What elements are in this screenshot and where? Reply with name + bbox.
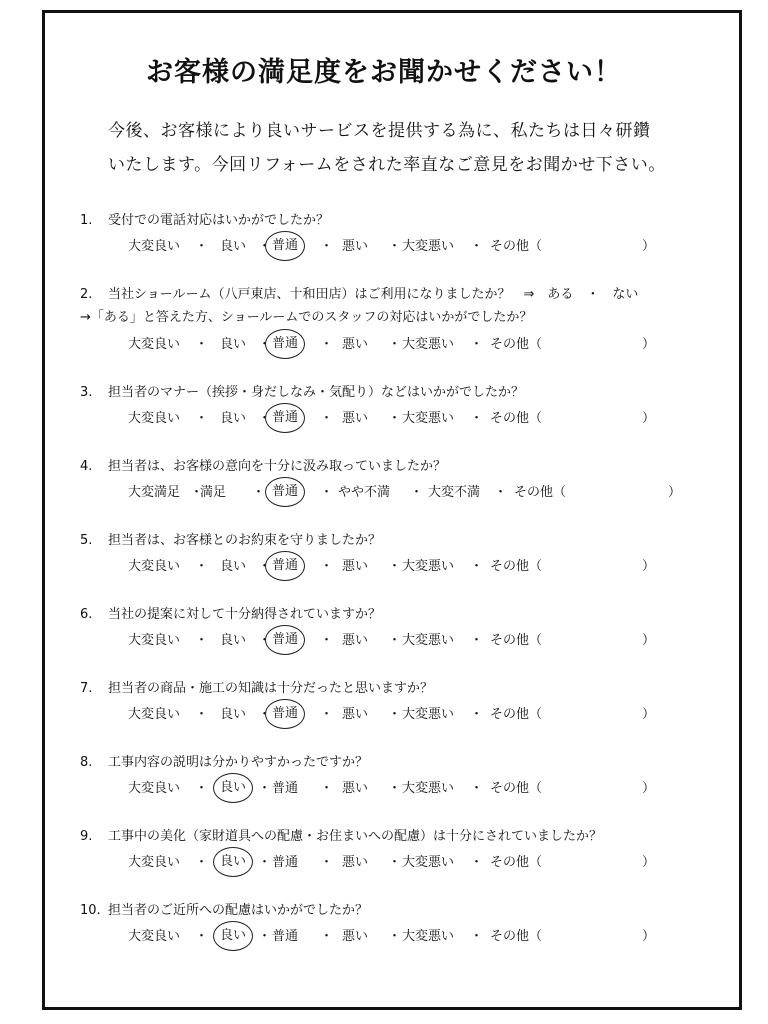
- option-separator: ・: [195, 559, 209, 574]
- answer-option[interactable]: その他（: [490, 337, 543, 352]
- answer-option[interactable]: 普通: [272, 929, 299, 944]
- answer-option[interactable]: その他（: [490, 559, 543, 574]
- answer-option-selected[interactable]: 普通: [265, 403, 305, 433]
- answer-option-selected[interactable]: 良い: [213, 773, 253, 803]
- other-close-paren: ）: [642, 781, 656, 796]
- answer-option-selected[interactable]: 良い: [213, 921, 253, 951]
- question-5: [80, 530, 720, 580]
- question-text: [80, 900, 720, 922]
- answer-option[interactable]: 良い: [220, 633, 247, 648]
- option-separator: ・: [388, 411, 402, 426]
- option-separator: ・: [258, 929, 272, 944]
- question-label: 担当者は、お客様の意向を十分に汲み取っていましたか？: [108, 459, 447, 474]
- question-number: 10.: [80, 903, 101, 918]
- answer-options: [80, 924, 720, 950]
- option-separator: ・: [195, 239, 209, 254]
- answer-option[interactable]: その他（: [490, 707, 543, 722]
- other-close-paren: ）: [642, 707, 656, 722]
- answer-option[interactable]: 悪い: [342, 633, 369, 648]
- answer-options: [80, 702, 720, 728]
- option-separator: ・: [388, 633, 402, 648]
- answer-option[interactable]: 大変悪い: [402, 855, 455, 870]
- question-text: [80, 210, 720, 232]
- answer-option[interactable]: その他（: [514, 485, 567, 500]
- answer-option[interactable]: 大変良い: [128, 781, 181, 796]
- other-close-paren: ）: [668, 485, 682, 500]
- answer-option[interactable]: 大変悪い: [402, 559, 455, 574]
- answer-option[interactable]: 大変良い: [128, 855, 181, 870]
- question-text: [80, 604, 720, 626]
- intro-text: [108, 114, 728, 182]
- answer-option[interactable]: 大変良い: [128, 337, 181, 352]
- option-separator: ・: [470, 559, 484, 574]
- question-number: 8.: [80, 755, 93, 770]
- answer-option[interactable]: 悪い: [342, 239, 369, 254]
- answer-option[interactable]: 良い: [220, 337, 247, 352]
- answer-option[interactable]: その他（: [490, 929, 543, 944]
- answer-option[interactable]: 大変良い: [128, 559, 181, 574]
- question-number: 9.: [80, 829, 93, 844]
- option-separator: ・: [195, 781, 209, 796]
- option-separator: ・: [320, 781, 334, 796]
- answer-option[interactable]: 大変悪い: [402, 707, 455, 722]
- answer-option-selected[interactable]: 良い: [213, 847, 253, 877]
- option-separator: ・: [388, 707, 402, 722]
- option-separator: ・: [258, 559, 272, 574]
- answer-option[interactable]: 大変悪い: [402, 411, 455, 426]
- option-separator: ・: [195, 411, 209, 426]
- other-close-paren: ）: [642, 855, 656, 870]
- question-number: 6.: [80, 607, 93, 622]
- answer-option[interactable]: 良い: [220, 239, 247, 254]
- question-label: 受付での電話対応はいかがでしたか？: [108, 213, 330, 228]
- option-separator: ・: [388, 929, 402, 944]
- question-10: [80, 900, 720, 950]
- answer-options: [80, 406, 720, 432]
- option-separator: ・: [388, 559, 402, 574]
- answer-option[interactable]: 悪い: [342, 855, 369, 870]
- option-separator: ・: [195, 633, 209, 648]
- answer-option[interactable]: その他（: [490, 781, 543, 796]
- answer-option[interactable]: 普通: [272, 781, 299, 796]
- answer-option-selected[interactable]: 普通: [265, 625, 305, 655]
- option-separator: ・: [410, 485, 424, 500]
- option-separator: ・: [258, 239, 272, 254]
- question-label: 担当者の商品・施工の知識は十分だったと思いますか？: [108, 681, 434, 696]
- answer-option[interactable]: 良い: [220, 411, 247, 426]
- question-label: 工事内容の説明は分かりやすかったですか？: [108, 755, 369, 770]
- answer-option[interactable]: 悪い: [342, 707, 369, 722]
- question-text: [80, 382, 720, 404]
- answer-options: [80, 776, 720, 802]
- option-separator: ・: [258, 337, 272, 352]
- answer-option[interactable]: 大変良い: [128, 239, 181, 254]
- option-separator: ・: [470, 633, 484, 648]
- answer-option[interactable]: 大変不満: [428, 485, 481, 500]
- answer-option[interactable]: 悪い: [342, 781, 369, 796]
- other-close-paren: ）: [642, 559, 656, 574]
- question-3: [80, 382, 720, 432]
- answer-option[interactable]: 普通: [272, 855, 299, 870]
- answer-option[interactable]: その他（: [490, 633, 543, 648]
- question-4: [80, 456, 720, 506]
- answer-option[interactable]: 大変満足: [128, 485, 181, 500]
- option-separator: ・: [388, 337, 402, 352]
- answer-option-selected[interactable]: 普通: [265, 699, 305, 729]
- answer-option[interactable]: 悪い: [342, 337, 369, 352]
- option-separator: ・: [258, 707, 272, 722]
- answer-option[interactable]: 悪い: [342, 559, 369, 574]
- question-label: 当社の提案に対して十分納得されていますか？: [108, 607, 382, 622]
- option-separator: ・: [470, 707, 484, 722]
- question-text: [80, 284, 720, 306]
- option-separator: ・: [320, 337, 334, 352]
- question-label: 担当者のご近所への配慮はいかがでしたか？: [108, 903, 369, 918]
- answer-option[interactable]: その他（: [490, 239, 543, 254]
- option-separator: ・: [258, 411, 272, 426]
- question-number: 7.: [80, 681, 93, 696]
- answer-options: [80, 628, 720, 654]
- answer-options: [80, 332, 720, 358]
- answer-option[interactable]: 大変悪い: [402, 633, 455, 648]
- other-close-paren: ）: [642, 929, 656, 944]
- answer-option[interactable]: 良い: [220, 559, 247, 574]
- answer-option-selected[interactable]: 普通: [265, 551, 305, 581]
- option-separator: ・: [388, 781, 402, 796]
- question-number: 2.: [80, 287, 93, 302]
- option-separator: ・: [320, 855, 334, 870]
- option-separator: ・: [320, 559, 334, 574]
- answer-option[interactable]: 大変悪い: [402, 929, 455, 944]
- intro-line: 今後、お客様により良いサービスを提供する為に、私たちは日々研鑽: [108, 121, 651, 141]
- answer-option-selected[interactable]: 普通: [265, 329, 305, 359]
- question-number: 4.: [80, 459, 93, 474]
- question-subtext: →「ある」と答えた方、ショールームでのスタッフの対応はいかがでしたか？: [80, 310, 533, 325]
- option-separator: ・: [258, 781, 272, 796]
- option-separator: ・: [258, 633, 272, 648]
- answer-option-selected[interactable]: 普通: [265, 231, 305, 261]
- answer-option[interactable]: 大変悪い: [402, 239, 455, 254]
- option-separator: ・: [320, 239, 334, 254]
- option-separator: ・: [195, 929, 209, 944]
- answer-option[interactable]: 大変悪い: [402, 781, 455, 796]
- option-separator: ・: [388, 239, 402, 254]
- intro-line: いたします。今回リフォームをされた率直なご意見をお聞かせ下さい。: [108, 155, 666, 175]
- question-7: [80, 678, 720, 728]
- option-separator: ・: [195, 337, 209, 352]
- option-separator: ・: [195, 707, 209, 722]
- option-separator: ・: [258, 855, 272, 870]
- question-label: 当社ショールーム（八戸東店、十和田店）はご利用になりましたか？ ⇒ ある ・ ない: [108, 287, 639, 302]
- answer-option[interactable]: 大変良い: [128, 411, 181, 426]
- question-text: [80, 752, 720, 774]
- answer-options: [80, 554, 720, 580]
- option-separator: ・: [494, 485, 508, 500]
- question-label: 担当者は、お客様とのお約束を守りましたか？: [108, 533, 382, 548]
- question-text: [80, 530, 720, 552]
- option-separator: ・: [320, 633, 334, 648]
- question-2: [80, 284, 720, 358]
- answer-option[interactable]: 満足: [200, 485, 227, 500]
- answer-option[interactable]: 悪い: [342, 411, 369, 426]
- question-text: [80, 678, 720, 700]
- answer-option[interactable]: 大変良い: [128, 929, 181, 944]
- question-9: [80, 826, 720, 876]
- question-6: [80, 604, 720, 654]
- option-separator: ・: [470, 239, 484, 254]
- answer-option[interactable]: やや不満: [338, 485, 391, 500]
- other-close-paren: ）: [642, 337, 656, 352]
- answer-option[interactable]: 大変良い: [128, 707, 181, 722]
- question-text: [80, 456, 720, 478]
- answer-option[interactable]: 大変悪い: [402, 337, 455, 352]
- option-separator: ・: [252, 485, 266, 500]
- other-close-paren: ）: [642, 633, 656, 648]
- answer-option[interactable]: その他（: [490, 855, 543, 870]
- question-text: [80, 826, 720, 848]
- answer-options: [80, 480, 720, 506]
- page-title: お客様の満足度をお聞かせください！: [146, 57, 622, 88]
- answer-options: [80, 850, 720, 876]
- answer-option[interactable]: 大変良い: [128, 633, 181, 648]
- other-close-paren: ）: [642, 411, 656, 426]
- answer-options: [80, 234, 720, 260]
- question-label: 工事中の美化（家財道具への配慮・お住まいへの配慮）は十分にされていましたか？: [108, 829, 603, 844]
- answer-option[interactable]: その他（: [490, 411, 543, 426]
- option-separator: ・: [320, 411, 334, 426]
- answer-option-selected[interactable]: 普通: [265, 477, 305, 507]
- question-label: 担当者のマナー（挨拶・身だしなみ・気配り）などはいかがでしたか？: [108, 385, 525, 400]
- option-separator: ・: [320, 485, 334, 500]
- other-close-paren: ）: [642, 239, 656, 254]
- option-separator: ・: [195, 855, 209, 870]
- option-separator: ・: [470, 781, 484, 796]
- question-1: [80, 210, 720, 260]
- option-separator: ・: [190, 485, 204, 500]
- option-separator: ・: [470, 929, 484, 944]
- option-separator: ・: [388, 855, 402, 870]
- question-number: 5.: [80, 533, 93, 548]
- question-number: 3.: [80, 385, 93, 400]
- option-separator: ・: [320, 707, 334, 722]
- option-separator: ・: [470, 855, 484, 870]
- answer-option[interactable]: 良い: [220, 707, 247, 722]
- question-8: [80, 752, 720, 802]
- option-separator: ・: [470, 337, 484, 352]
- answer-option[interactable]: 悪い: [342, 929, 369, 944]
- option-separator: ・: [320, 929, 334, 944]
- question-number: 1.: [80, 213, 93, 228]
- option-separator: ・: [470, 411, 484, 426]
